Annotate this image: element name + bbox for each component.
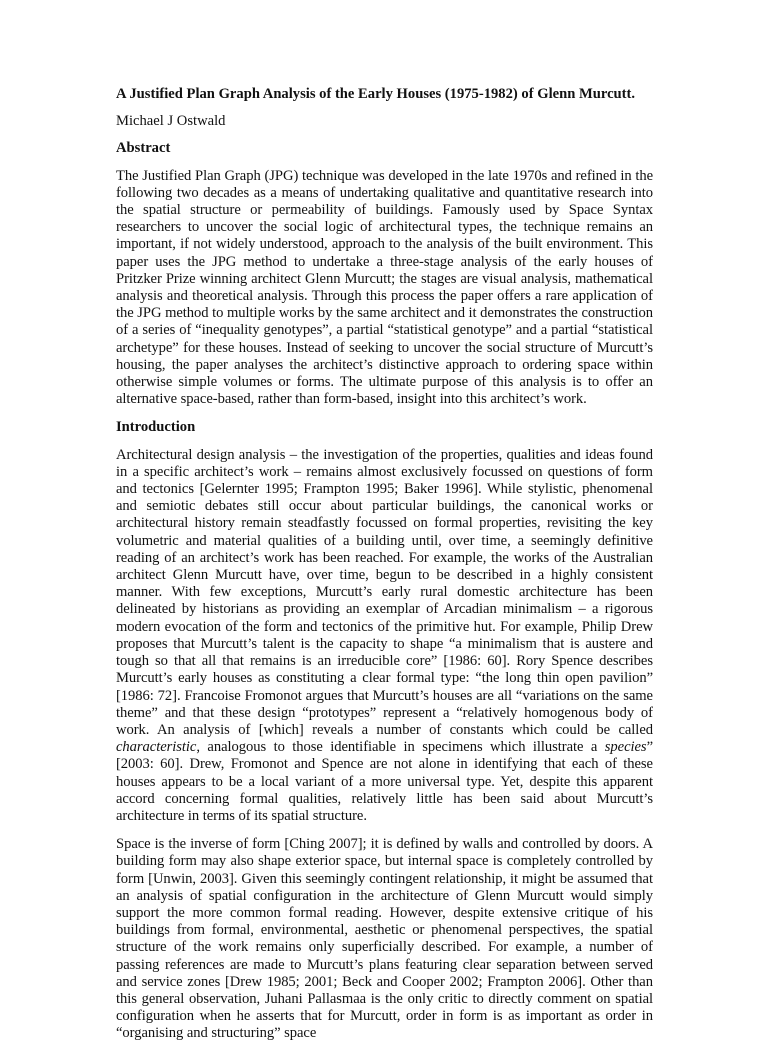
paper-title: A Justified Plan Graph Analysis of the Early Houses (1975-1982) of Glenn Murcutt. — [116, 86, 636, 102]
introduction-paragraph-2: Space is the inverse of form [Ching 2007]; it is defined by walls and controlled by doors. A building form may also shape exterior space, but internal space is completely controlled by form [Unwin, 2003]. Given this seemingly contingent relationship, it might be assumed that an analysis of spatial configuration in the architecture of Glenn Murcutt would simply support the more common formal reading. However, despite extensive critique of his buildings from formal, environmental, aesthetic or phenomenal perspectives, the spatial structure of the work remains only superficially described. For example, a number of passing references are made to Murcutt’s plans featuring clear separation between served and service zones [Drew 1985; 2001; Beck and Cooper 2002; Frampton 2006]. Other than this general observation, Juhani Pallasmaa is the only critic to directly comment on spatial configuration when he asserts that for Murcutt, order in form is as important as order in “organising and structuring” space — [116, 836, 653, 1042]
abstract-paragraph: The Justified Plan Graph (JPG) technique was developed in the late 1970s and refined in the following two decades as a means of undertaking qualitative and quantitative research into the spatial structure or permeability of buildings. Famously used by Space Syntax researchers to uncover the social logic of architectural types, the technique remains an important, if not widely understood, approach to the analysis of the built environment. This paper uses the JPG method to undertake a three-stage analysis of the early houses of Pritzker Prize winning architect Glenn Murcutt; the stages are visual analysis, mathematical analysis and theoretical analysis. Through this process the paper offers a rare application of the JPG method to multiple works by the same architect and it demonstrates the construction of a series of “inequality genotypes”, a partial “statistical genotype” and a partial “statistical archetype” for these houses. Instead of seeking to uncover the social structure of Murcutt’s housing, the paper analyses the architect’s distinctive approach to ordering space within otherwise simple volumes or forms. The ultimate purpose of this analysis is to offer an alternative space-based, rather than form-based, insight into this architect’s work. — [116, 167, 653, 408]
abstract-heading: Abstract — [116, 140, 171, 157]
introduction-heading: Introduction — [116, 419, 196, 436]
intro-p1-emphasis-species: species — [604, 739, 647, 756]
intro-p1-emphasis-characteristic: characteristic — [116, 739, 197, 756]
author-name: Michael J Ostwald — [116, 113, 226, 130]
intro-p1-text-b: , analogous to those identifiable in specimens which illustrate a — [196, 739, 605, 756]
intro-p1-text-a: Architectural design analysis – the investigation of the properties, qualities and ideas found in a specific architect’s work – remains almost exclusively focussed on questions of form and tectonics [Gelernter 1995; Frampton 1995; Baker 1996]. While stylistic, phenomenal and semiotic debates still occur about particular buildings, the canonical works or architectural history remain steadfastly focussed on formal properties, revisiting the key volumetric and material qualities of a building until, over time, a seemingly definitive reading of an architect’s work has been reached. For example, the works of the Australian architect Glenn Murcutt have, over time, begun to be described in a highly consistent manner. With few exceptions, Murcutt’s early rural domestic architecture has been delineated by historians as providing an exemplar of Arcadian minimalism – a rigorous modern evocation of the form and tectonics of the primitive hut. For example, Philip Drew proposes that Murcutt’s talent is the capacity to shape “a minimalism that is austere and tough so that all that remains is an irreducible core” [1986: 60]. Rory Spence describes Murcutt’s early houses as constituting a clear formal type: “the long thin open pavilion” [1986: 72]. Francoise Fromonot argues that Murcutt’s houses are all “variations on the same theme” and that these design “prototypes” represent a “relatively homogenous body of work. An analysis of [which] reveals a number of constants which could be called — [116, 446, 653, 738]
document-page — [116, 86, 653, 1054]
intro-p1-text-c: ” [2003: 60]. Drew, Fromonot and Spence are not alone in identifying that each of these houses appears to be a local variant of a more universal type. Yet, despite this apparent accord concerning formal qualities, relatively little has been said about Murcutt’s architecture in terms of its spatial structure. — [116, 739, 653, 824]
introduction-paragraph-1 — [116, 447, 653, 825]
